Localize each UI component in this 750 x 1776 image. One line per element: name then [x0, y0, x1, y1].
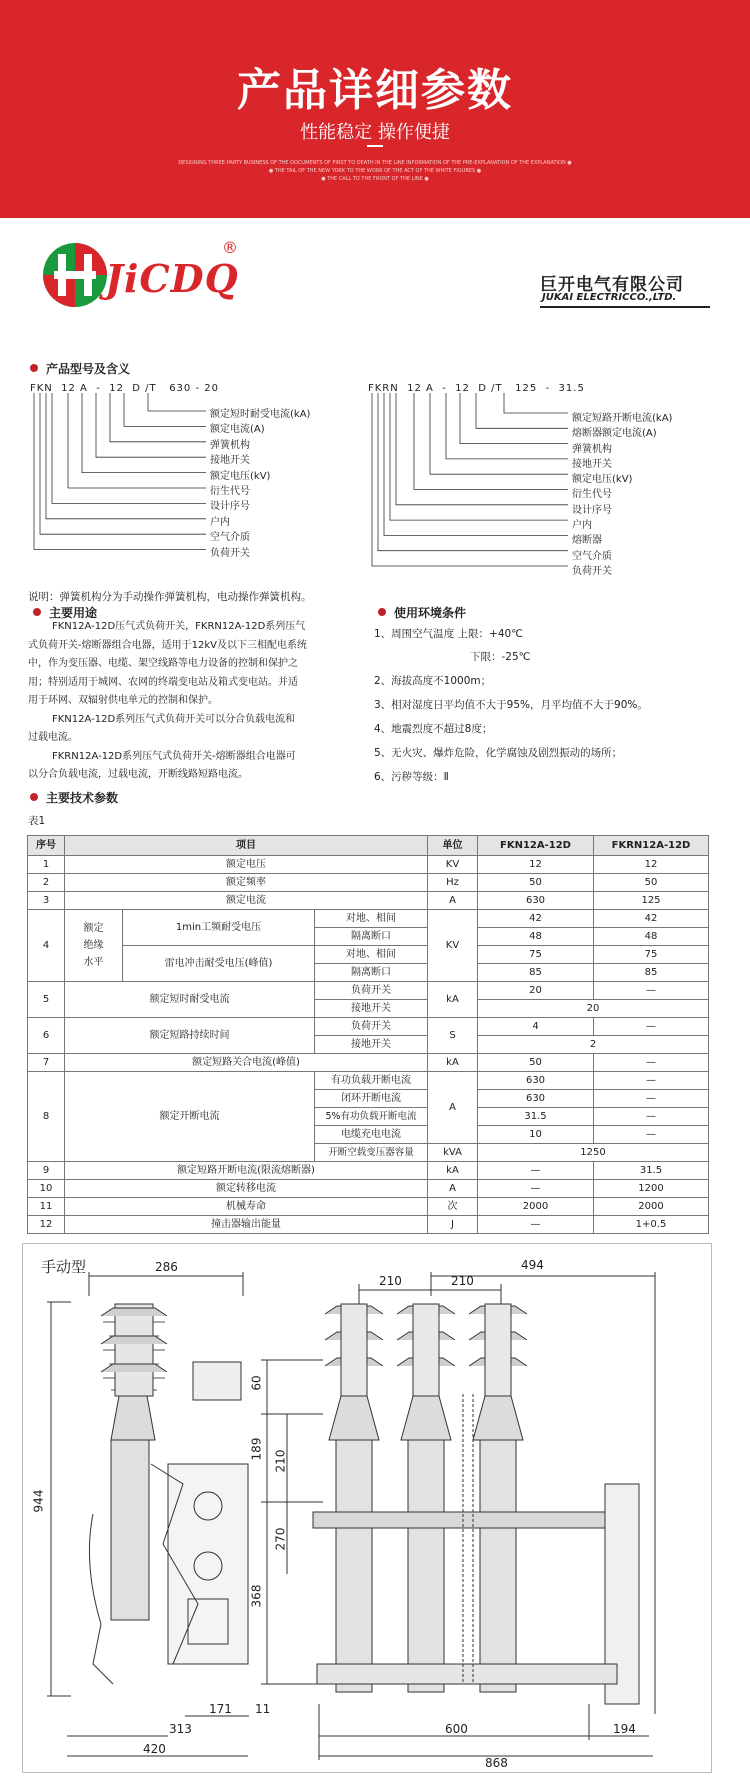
cell: —	[478, 1162, 594, 1180]
front-view-insulator-3	[469, 1304, 527, 1692]
cell: Hz	[428, 874, 478, 892]
table-row	[28, 1162, 709, 1180]
cell: 3	[28, 892, 65, 910]
model-label: 设计序号	[210, 501, 250, 513]
cell: 额定 绝缘 水平	[65, 910, 123, 982]
dim-label: 210	[451, 1274, 474, 1288]
fine-print-2: ● THE TAIL OF THE NEW YORK TO THE WORK OF THE ACT OF THE WHITE FIGURES ●	[268, 168, 482, 174]
cell: 额定短路关合电流(峰值)	[65, 1054, 428, 1072]
model-label: 弹簧机构	[210, 439, 250, 451]
table-row	[28, 856, 709, 874]
section-usage-heading: 主要用途	[33, 604, 97, 621]
dim-label: 600	[445, 1722, 468, 1736]
table-row	[28, 946, 709, 964]
tree-branch	[390, 393, 568, 520]
table-label: 表1	[28, 815, 46, 827]
dim-label: 210	[379, 1274, 402, 1288]
cell: 50	[594, 874, 709, 892]
usage-line: 过载电流。	[28, 732, 78, 743]
tree-branch	[68, 393, 206, 488]
side-view-insulator	[101, 1304, 167, 1440]
usage-line: FKN12A-12D压气式负荷开关，FKRN12A-12D系列压气	[52, 621, 306, 632]
usage-line: 用于环网、双辐射供电单元的控制和保护。	[28, 695, 218, 706]
table-row	[28, 874, 709, 892]
dim-label: 420	[143, 1742, 166, 1756]
model-label: 弹簧机构	[572, 443, 612, 455]
cell: 9	[28, 1162, 65, 1180]
model-label: 空气介质	[210, 532, 250, 544]
model-label: 熔断器额定电流(A)	[572, 428, 657, 440]
front-view-base	[317, 1664, 617, 1684]
model-label: 额定短路开断电流(kA)	[572, 413, 673, 424]
table-row	[28, 1198, 709, 1216]
dim-label: 868	[485, 1756, 508, 1770]
cell: 开断空载变压器容量	[315, 1144, 428, 1162]
tree-branch	[372, 393, 568, 566]
left-model-tree	[30, 393, 370, 573]
left-model-code: FKN 12 A - 12 D /T 630 - 20	[30, 383, 219, 394]
model-label: 额定电压(kV)	[210, 470, 271, 482]
tree-branch	[476, 393, 568, 428]
tree-branch	[414, 393, 568, 490]
cell: KV	[428, 910, 478, 982]
side-view-counter	[193, 1362, 241, 1400]
dim-label: 270	[273, 1527, 288, 1551]
fine-print-1: DESIGNING THREE-PARTY BUSINESS OF THE DOCUMENTS OF FIRST TO DEATH IN THE LINE INFORMATION OF THE PRE-EXPLANATION OF THE EXPLANATION ●	[178, 160, 572, 166]
cell: 隔离断口	[315, 964, 428, 982]
cell: 接地开关	[315, 1036, 428, 1054]
dim-label: 944	[31, 1489, 46, 1513]
cell: 630	[478, 1072, 594, 1090]
cell: 630	[478, 892, 594, 910]
section-model-heading: 产品型号及含义	[30, 360, 130, 377]
cell: 隔离断口	[315, 928, 428, 946]
usage-line: 中，作为变压器、电缆、架空线路等电力设备的控制和保护之	[28, 658, 298, 669]
cell: 48	[594, 928, 709, 946]
env-line: 1、周围空气温度 上限：+40℃	[374, 628, 523, 640]
col-header: 序号	[28, 836, 65, 856]
bullet-icon	[30, 364, 38, 372]
cell: 5	[28, 982, 65, 1018]
cell: 75	[478, 946, 594, 964]
tree-branch	[124, 393, 206, 426]
model-label: 额定电压(kV)	[572, 474, 633, 486]
cell: 75	[594, 946, 709, 964]
model-label: 熔断器	[572, 535, 602, 547]
page-title: 产品详细参数	[237, 65, 513, 116]
model-label: 接地开关	[572, 458, 612, 470]
cell: 额定电流	[65, 892, 428, 910]
section-tech-heading: 主要技术参数	[30, 789, 118, 806]
cell: —	[594, 1054, 709, 1072]
side-view-arm	[89, 1514, 113, 1684]
env-line: 4、地震烈度不超过8度；	[374, 723, 493, 735]
env-line: 6、污秽等级：Ⅱ	[374, 771, 449, 783]
tree-branch	[396, 393, 568, 505]
cell: 负荷开关	[315, 1018, 428, 1036]
company-underline	[540, 306, 710, 308]
cell: 6	[28, 1018, 65, 1054]
model-label: 衍生代号	[572, 489, 612, 501]
cell: 20	[478, 982, 594, 1000]
bullet-icon	[30, 793, 38, 801]
drawing-label: 手动型	[41, 1258, 87, 1276]
cell: 20	[478, 1000, 709, 1018]
tree-branch	[430, 393, 568, 474]
table-row	[28, 910, 709, 928]
header-banner	[0, 0, 750, 218]
cell: 2000	[478, 1198, 594, 1216]
bullet-icon	[378, 608, 386, 616]
tree-branch	[46, 393, 206, 519]
table-row	[28, 1054, 709, 1072]
cell: kVA	[428, 1144, 478, 1162]
dim-label: 11	[255, 1702, 271, 1716]
cell: 对地、相间	[315, 910, 428, 928]
cell: 8	[28, 1072, 65, 1162]
col-header: 单位	[428, 836, 478, 856]
subtitle-underline	[367, 145, 383, 147]
brand-name: JiCDQ	[105, 256, 239, 301]
table-row	[28, 892, 709, 910]
cell: —	[594, 1018, 709, 1036]
right-model-labels	[572, 409, 672, 577]
model-label: 负荷开关	[210, 547, 250, 559]
cell: 5%有功负载开断电流	[315, 1108, 428, 1126]
technical-drawing	[22, 1243, 712, 1773]
tree-branch	[40, 393, 206, 534]
cell: 额定电压	[65, 856, 428, 874]
col-header: FKN12A-12D	[478, 836, 594, 856]
env-line: 下限：-25℃	[470, 651, 531, 663]
cell: 50	[478, 1054, 594, 1072]
cell: 4	[28, 910, 65, 982]
cell: 50	[478, 874, 594, 892]
dim-label: 194	[613, 1722, 636, 1736]
cell: KV	[428, 856, 478, 874]
dim-label: 210	[273, 1449, 288, 1473]
cell: 额定开断电流	[65, 1072, 315, 1162]
cell: A	[428, 1180, 478, 1198]
dim-label: 171	[209, 1702, 232, 1716]
model-label: 户内	[210, 516, 230, 528]
model-label: 额定短时耐受电流(kA)	[210, 409, 311, 420]
cell: 1min工频耐受电压	[123, 910, 315, 946]
model-label: 空气介质	[572, 550, 612, 562]
cell: 31.5	[478, 1108, 594, 1126]
tree-branch	[82, 393, 206, 473]
tech-params-table	[27, 835, 709, 1234]
cell: 2	[28, 874, 65, 892]
cell: 2000	[594, 1198, 709, 1216]
cell: 48	[478, 928, 594, 946]
company-name-en: JUKAI ELECTRICCO.,LTD.	[542, 292, 677, 303]
registered-mark: ®	[222, 238, 238, 257]
usage-line: 以分合负载电流，过载电流，开断线路短路电流。	[28, 769, 248, 780]
cell: 额定转移电流	[65, 1180, 428, 1198]
model-label: 户内	[572, 520, 592, 532]
front-view-insulator-1	[325, 1304, 383, 1692]
cell: 12	[478, 856, 594, 874]
usage-line: FKRN12A-12D系列压气式负荷开关-熔断器组合电器可	[52, 750, 296, 762]
cell: 85	[594, 964, 709, 982]
cell: 机械寿命	[65, 1198, 428, 1216]
cell: 1200	[594, 1180, 709, 1198]
cell: 31.5	[594, 1162, 709, 1180]
cell: 630	[478, 1090, 594, 1108]
table-row	[28, 1072, 709, 1090]
cell: J	[428, 1216, 478, 1234]
front-view-insulator-2	[397, 1304, 455, 1692]
tree-branch	[52, 393, 206, 503]
cell: 85	[478, 964, 594, 982]
right-model-code: FKRN 12 A - 12 D /T 125 - 31.5	[368, 383, 585, 394]
cell: 125	[594, 892, 709, 910]
model-label: 衍生代号	[210, 485, 250, 497]
cell: —	[594, 1126, 709, 1144]
cell: 10	[478, 1126, 594, 1144]
left-model-labels	[210, 405, 310, 559]
switchgear-drawing	[23, 1244, 711, 1772]
cell: —	[594, 1108, 709, 1126]
cell: 负荷开关	[315, 982, 428, 1000]
col-header: 项目	[65, 836, 428, 856]
env-line: 3、相对湿度日平均值不大于95%，月平均值不大于90%。	[374, 699, 648, 711]
cell: 42	[594, 910, 709, 928]
dim-label: 368	[249, 1584, 264, 1608]
model-label: 接地开关	[210, 455, 250, 467]
tree-branch	[34, 393, 206, 550]
env-line: 2、海拔高度不1000m；	[374, 675, 492, 687]
cell: A	[428, 1072, 478, 1144]
tree-branch	[504, 393, 568, 413]
model-label: 负荷开关	[572, 565, 612, 577]
cell: —	[594, 1072, 709, 1090]
page-subtitle: 性能稳定 操作便捷	[300, 122, 450, 143]
bullet-icon	[33, 608, 41, 616]
tree-branch	[148, 393, 206, 411]
cell: 撞击器输出能量	[65, 1216, 428, 1234]
cell: 12	[594, 856, 709, 874]
cell: 12	[28, 1216, 65, 1234]
env-line: 5、无火灾、爆炸危险，化学腐蚀及剧烈振动的场所；	[374, 747, 623, 759]
cell: 1250	[478, 1144, 709, 1162]
cell: kA	[428, 982, 478, 1018]
cell: 有功负载开断电流	[315, 1072, 428, 1090]
cell: kA	[428, 1054, 478, 1072]
col-header: FKRN12A-12D	[594, 836, 709, 856]
cell: 闭环开断电流	[315, 1090, 428, 1108]
dim-label: 494	[521, 1258, 544, 1272]
cell: 额定短路开断电流(限流熔断器)	[65, 1162, 428, 1180]
cell: —	[478, 1216, 594, 1234]
cell: 电缆充电电流	[315, 1126, 428, 1144]
tree-branch	[378, 393, 568, 551]
fine-print-3: ● THE CALL TO THE FRONT OF THE LINE ●	[321, 176, 429, 182]
cell: —	[594, 1090, 709, 1108]
company-name-cn: 巨开电气有限公司	[540, 275, 684, 295]
section-env-heading: 使用环境条件	[378, 604, 466, 621]
cell: 额定频率	[65, 874, 428, 892]
model-label: 额定电流(A)	[210, 424, 265, 436]
table-row	[28, 1216, 709, 1234]
cell: 对地、相间	[315, 946, 428, 964]
cell: 接地开关	[315, 1000, 428, 1018]
cell: 额定短路持续时间	[65, 1018, 315, 1054]
cell: 额定短时耐受电流	[65, 982, 315, 1018]
cell: 次	[428, 1198, 478, 1216]
dim-label: 189	[249, 1437, 264, 1461]
tree-branch	[96, 393, 206, 457]
cell: 1+0.5	[594, 1216, 709, 1234]
model-note: 说明：弹簧机构分为手动操作弹簧机构，电动操作弹簧机构。	[28, 591, 312, 603]
cell: 42	[478, 910, 594, 928]
usage-line: FKN12A-12D系列压气式负荷开关可以分合负载电流和	[52, 713, 296, 725]
cell: S	[428, 1018, 478, 1054]
cell: A	[428, 892, 478, 910]
dim-label: 60	[249, 1375, 264, 1391]
cell: kA	[428, 1162, 478, 1180]
tree-branch	[446, 393, 568, 459]
table-row	[28, 1018, 709, 1036]
table-header-row	[28, 836, 709, 856]
cell: 4	[478, 1018, 594, 1036]
cell: —	[594, 982, 709, 1000]
dim-label: 313	[169, 1722, 192, 1736]
model-label: 设计序号	[572, 504, 612, 516]
cell: 雷电冲击耐受电压(峰值)	[123, 946, 315, 982]
cell: —	[478, 1180, 594, 1198]
usage-line: 用；特别适用于城网、农网的终端变电站及箱式变电站。并适	[28, 676, 298, 688]
table-row	[28, 1180, 709, 1198]
table-row	[28, 982, 709, 1000]
cell: 11	[28, 1198, 65, 1216]
cell: 1	[28, 856, 65, 874]
cell: 7	[28, 1054, 65, 1072]
cell: 10	[28, 1180, 65, 1198]
dim-label: 286	[155, 1260, 178, 1274]
usage-line: 式负荷开关-熔断器组合电器，适用于12kV及以下三相配电系统	[28, 639, 307, 651]
jicdq-logo-icon	[40, 240, 110, 310]
cell: 2	[478, 1036, 709, 1054]
side-view-body	[111, 1440, 149, 1620]
usage-paragraphs	[28, 618, 338, 785]
